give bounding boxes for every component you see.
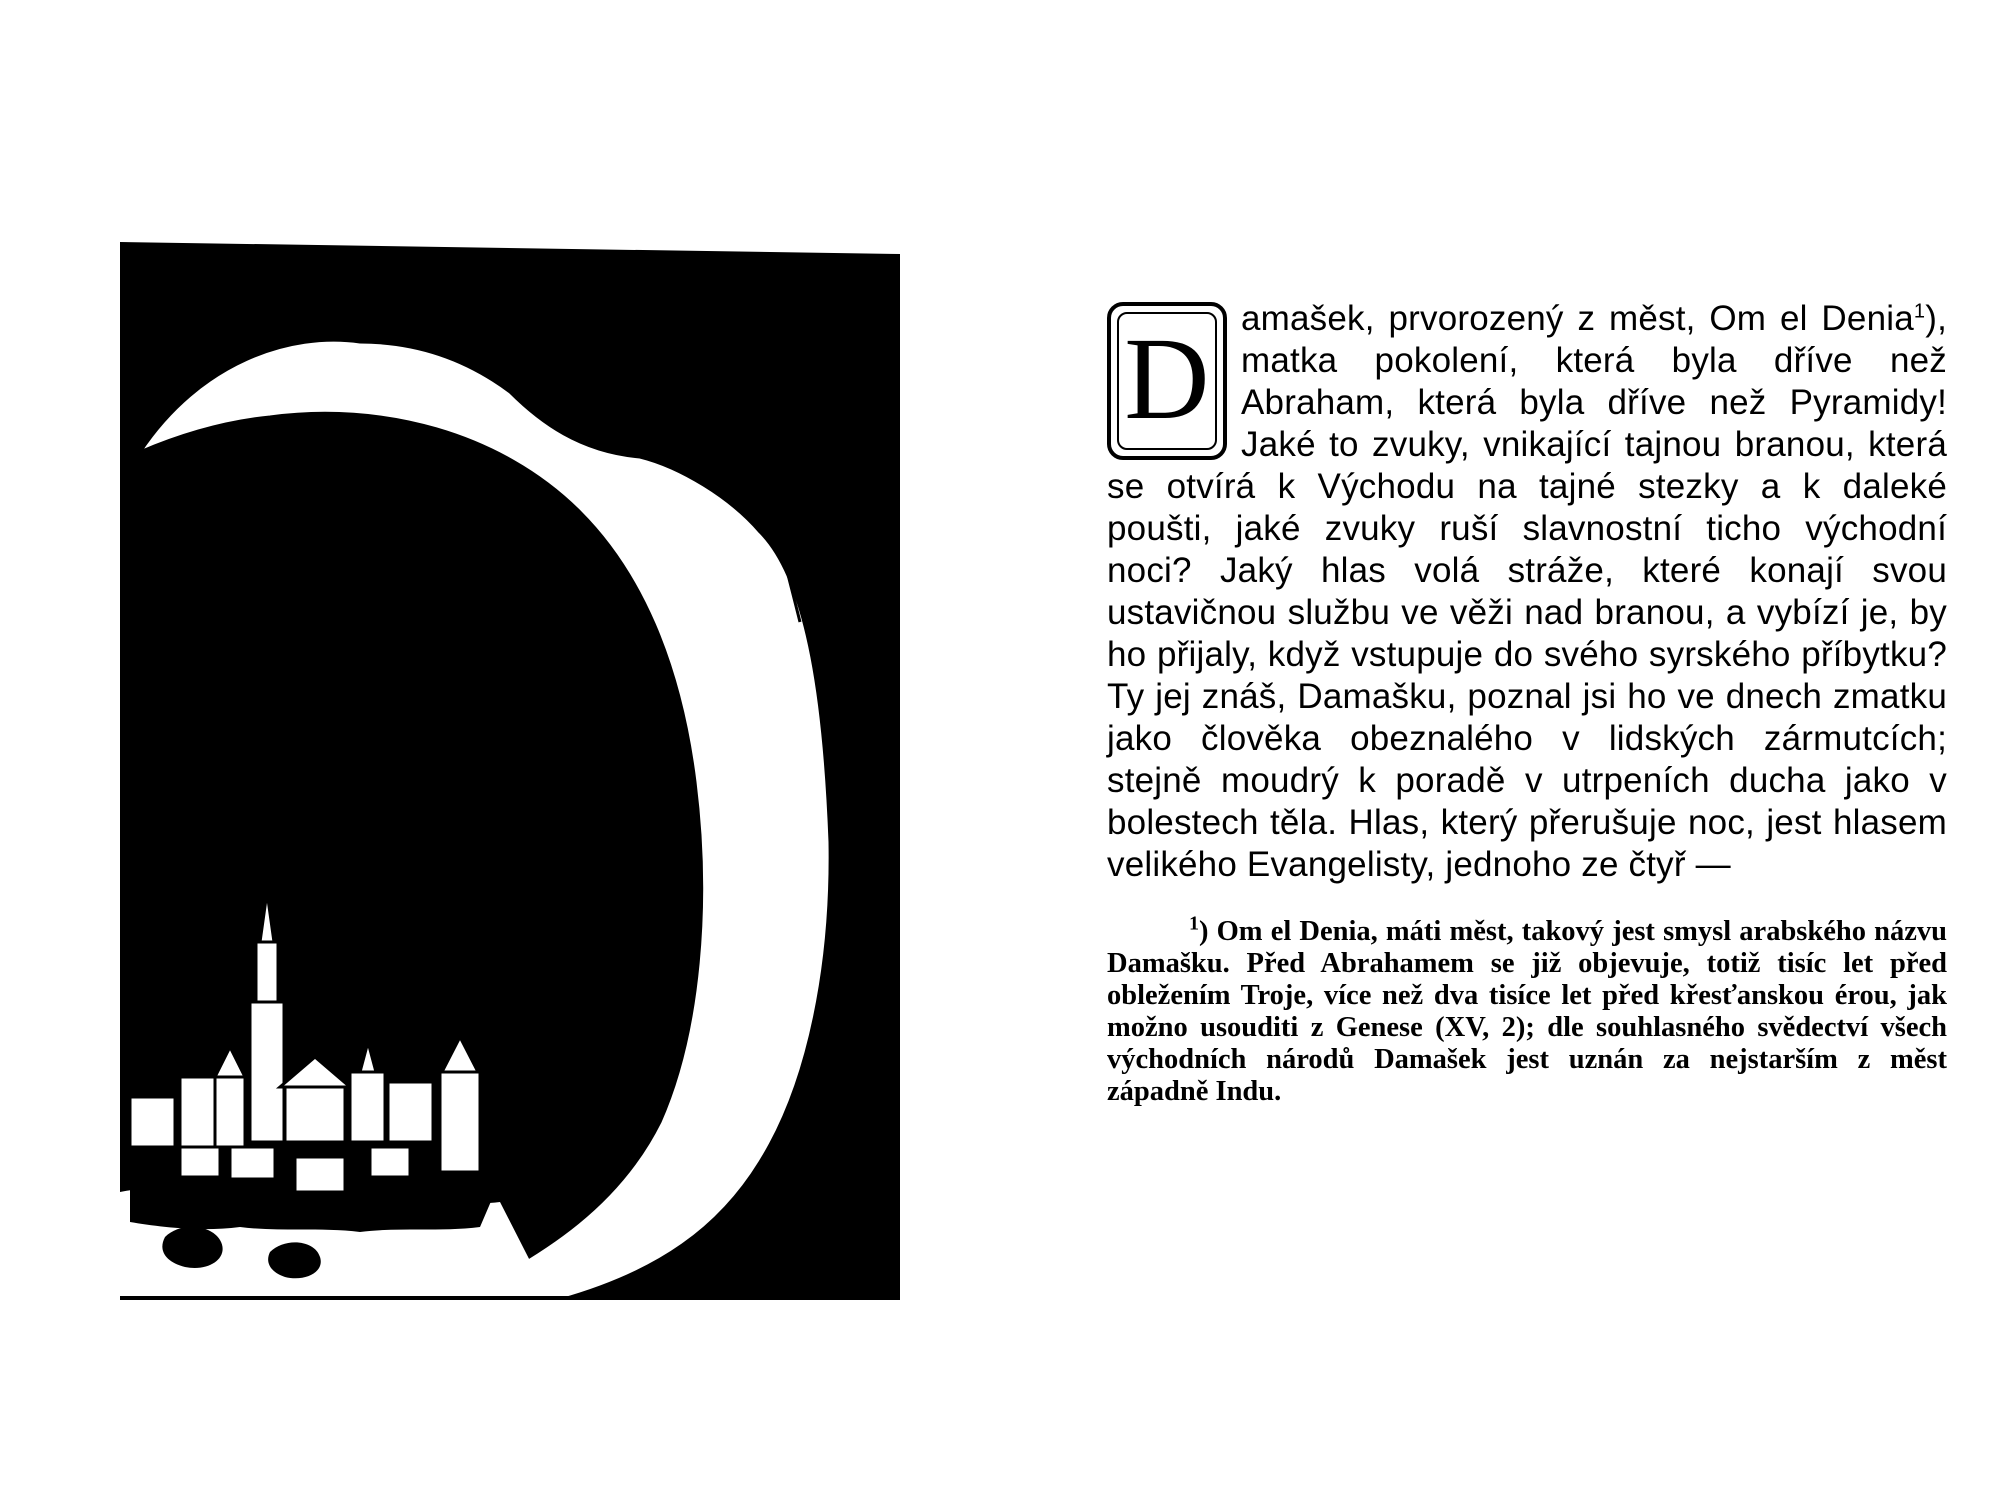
text-column — [1107, 298, 1947, 1137]
signature-line-1: William T — [785, 1254, 847, 1269]
footnote-text: ) Om el Denia, máti měst, takový jest smysl arabského názvu Damašku. Před Abrahamem se již objevuje, totiž tisíc let před obležením Troje, více než dva tisíce let před křesťanskou érou, jak možno usouditi z Genese (XV, 2); dle souhlasného svědectví všech východních národů Damašek jest uznán za nejstarším z měst západně Indu. — [1107, 916, 1947, 1107]
moon-city-illustration — [120, 242, 900, 1300]
signature-line-2: Horton — [800, 1270, 847, 1285]
body-text-part-1: amašek, prvorozený z měst, Om el Denia — [1241, 299, 1914, 338]
footnote-marker: 1 — [1189, 912, 1199, 935]
main-paragraph — [1107, 298, 1947, 886]
moon-city-drawing — [120, 242, 900, 1300]
footnote — [1107, 912, 1947, 1108]
drop-cap-letter: D — [1124, 313, 1210, 444]
drop-cap — [1107, 302, 1227, 460]
footnote-reference: 1 — [1913, 300, 1926, 323]
artist-signature — [785, 1254, 846, 1286]
body-text-part-2: ), matka pokolení, která byla dříve než Abraham, která byla dříve než Pyramidy! Jaké to zvuky, vnikající tajnou branou, která se otvírá k Východu na tajné stezky a k daleké poušti, jaké zvuky ruší slavnostní ticho východní noci? Jaký hlas volá stráže, které konají svou ustavičnou službu ve věži nad branou, a vybízí je, by ho přijaly, když vstupuje do svého syrského příbytku? Ty jej znáš, Damašku, poznal jsi ho ve dnech zmatku jako člověka obeznalého v lidských zármutcích; stejně moudrý k poradě v utrpeních ducha jako v bolestech těla. Hlas, který přerušuje noc, jest hlasem velikého Evangelisty, jednoho ze čtyř — — [1107, 299, 1947, 884]
